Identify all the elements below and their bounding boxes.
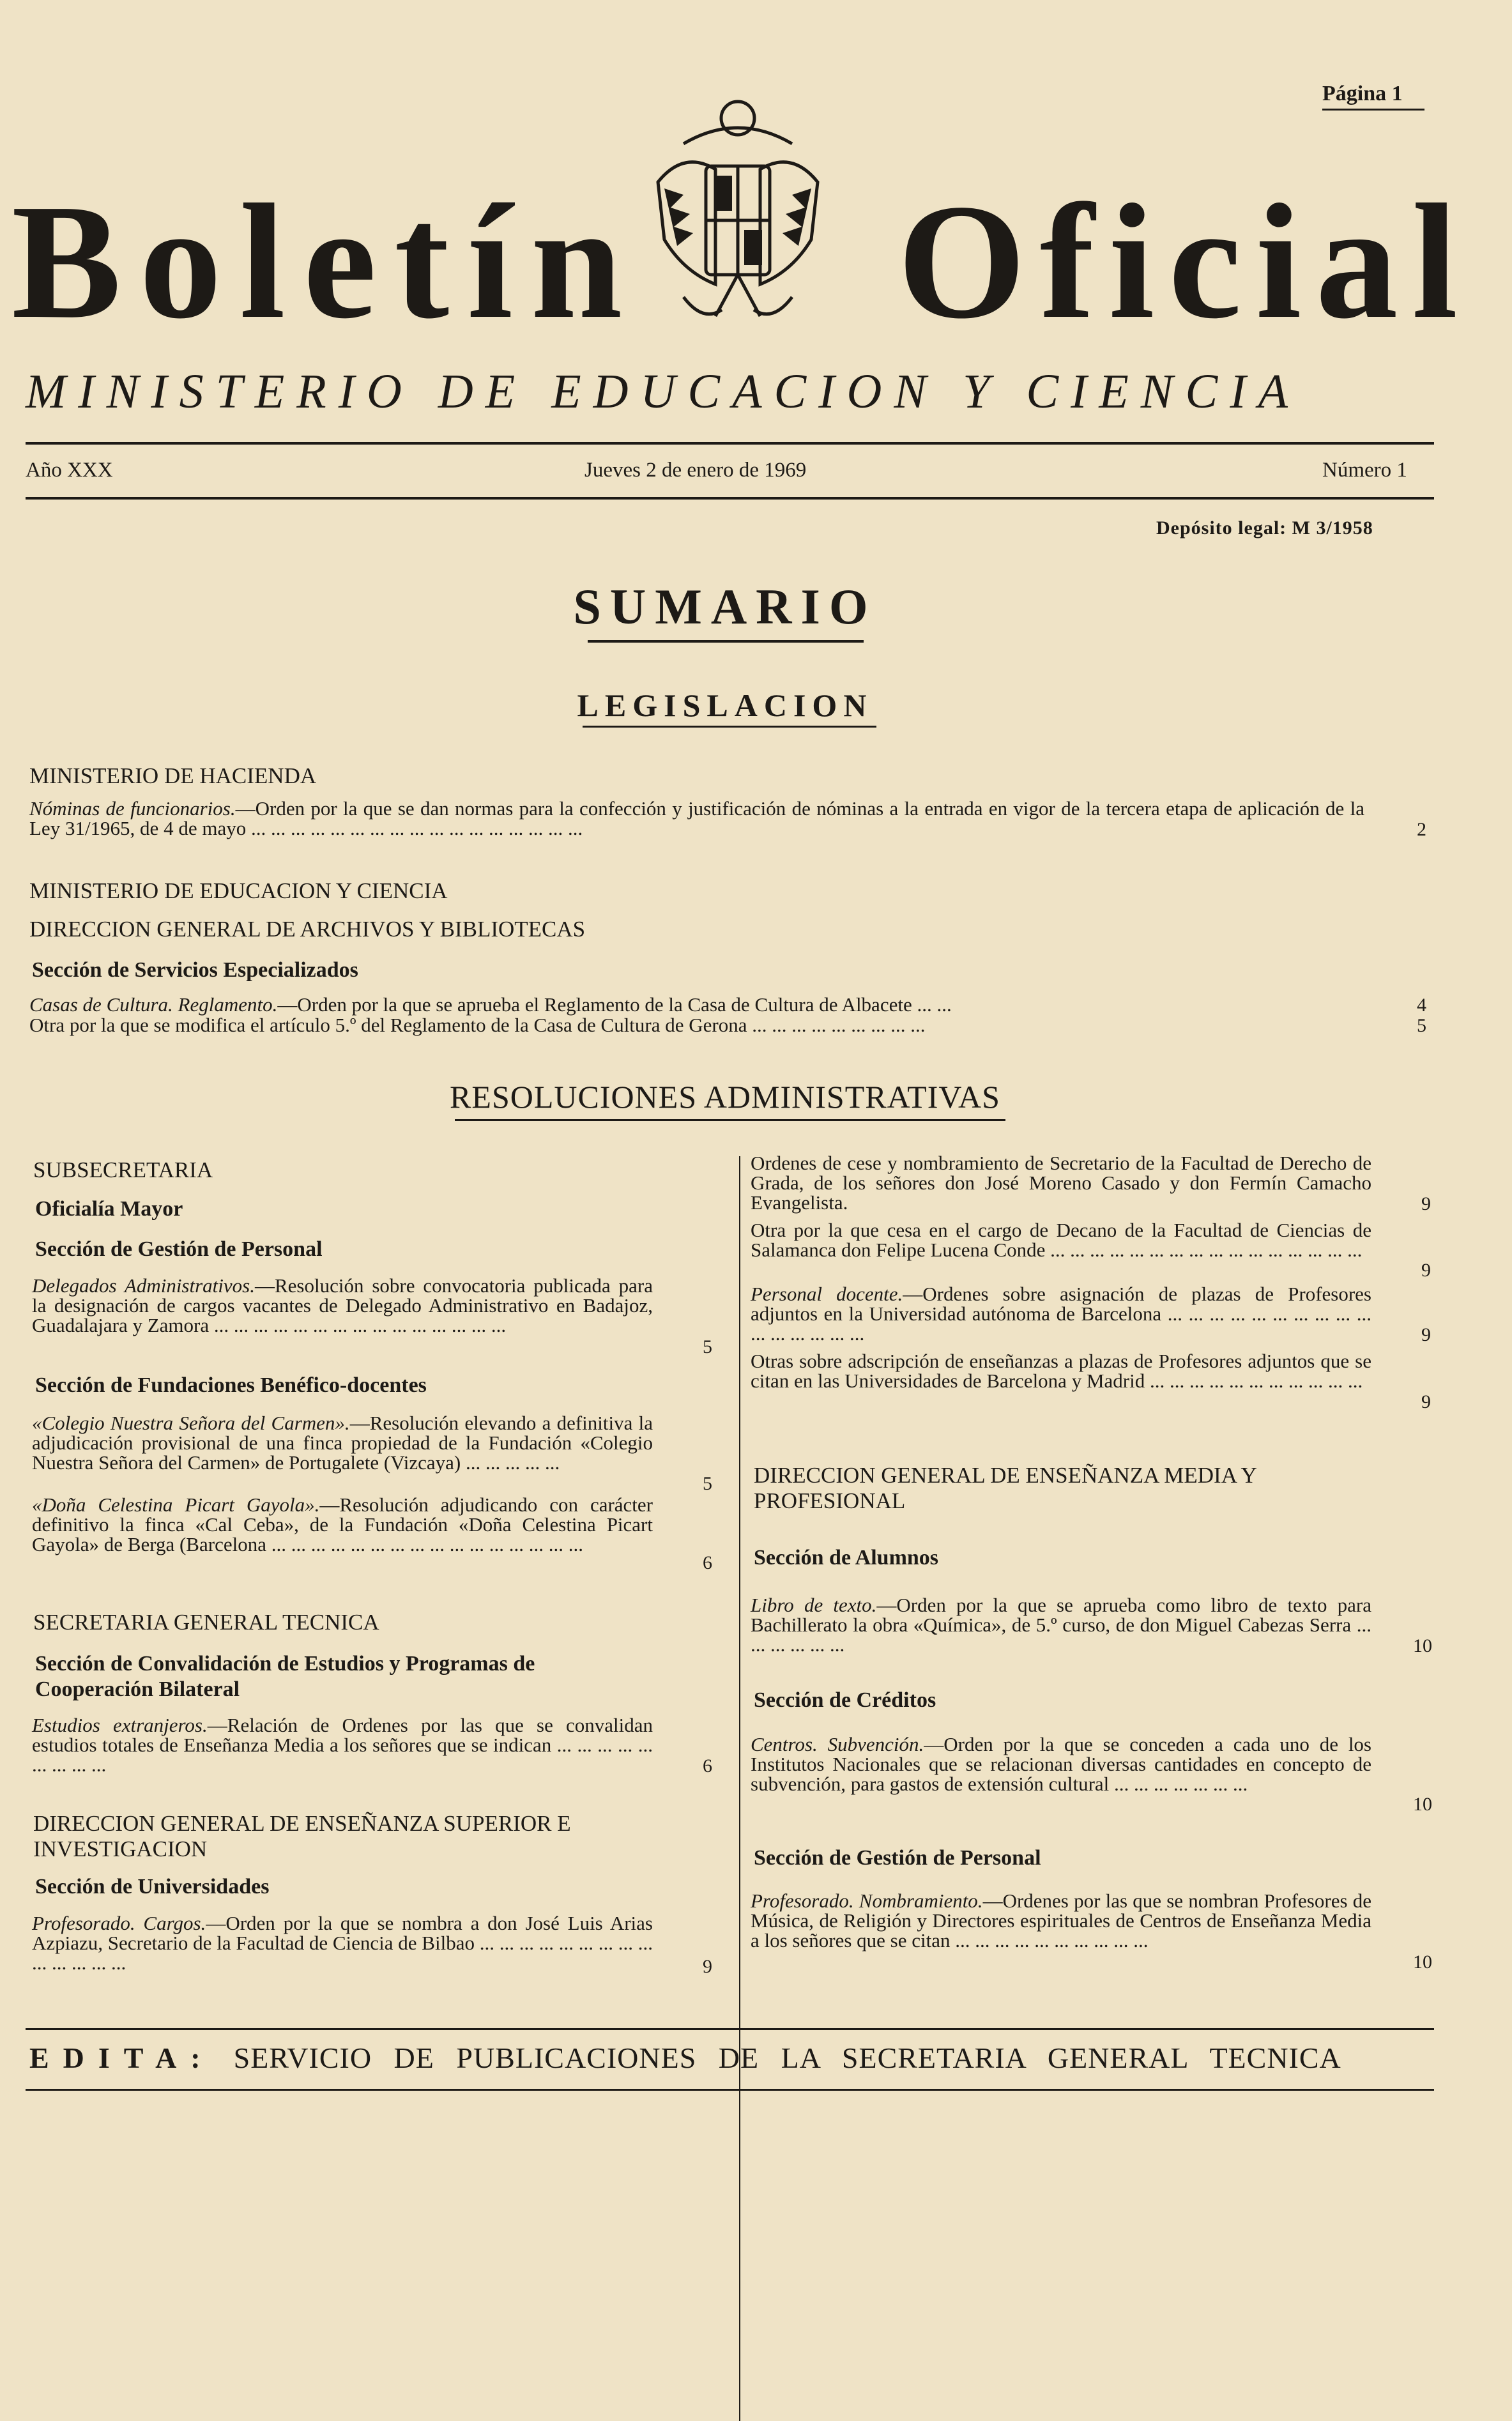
- convalidacion-heading: Sección de Convalidación de Estudios y Programas de Cooperación Bilateral: [35, 1652, 535, 1701]
- entry-text: —Ordenes sobre asignación de plazas de Profesores adjuntos en la Universidad autónoma de Barcelona ... ... ... ... ... ... ... ... ... ... ... ... ... ... ... ...: [751, 1283, 1371, 1345]
- resoluciones-heading: RESOLUCIONES ADMINISTRATIVAS: [450, 1079, 1000, 1115]
- entry-text: —Relación de Ordenes por las que se convalidan estudios totales de Enseñanza Media a los señores que se indican ... ... ... ... ... ... ... ... ...: [32, 1714, 653, 1776]
- entry-title: Estudios extranjeros.: [32, 1714, 208, 1736]
- adscripcion-entry: [751, 1351, 1371, 1391]
- entry-text: —Orden por la que se aprueba como libro de texto para Bachillerato la obra «Química», de 5.º curso, de don Miguel Cabezas Serra ... ... ... ... ... ...: [751, 1594, 1371, 1656]
- page-ref: 10: [1413, 1635, 1432, 1656]
- entry-title: Personal docente.: [751, 1283, 903, 1305]
- entry-text: Otra por la que se modifica el artículo 5.º del Reglamento de la Casa de Cultura de Gerona ... ... ... ... ... ... ... ... ...: [29, 1014, 926, 1036]
- entry-title: Profesorado. Cargos.: [32, 1912, 206, 1934]
- entry-text: —Orden por la que se dan normas para la confección y justificación de nóminas a la entrada en vigor de la tercera etapa de aplicación de la Ley 31/1965, de 4 de mayo ... ... ... ... ... ... ... ... ... ... ... ... ... ... ... ... ...: [29, 797, 1364, 839]
- libro-texto-entry: [751, 1595, 1371, 1654]
- gestion-personal-heading: Sección de Gestión de Personal: [35, 1237, 323, 1261]
- header-rule-bottom: [26, 497, 1434, 500]
- entry-text: —Resolución adjudicando con carácter definitivo la finca «Cal Ceba», de la Fundación «Doña Celestina Picart Gayola» de Berga (Barcelona ... ... ... ... ... ... ... ... ... ... ... ... ... ... ... ...: [32, 1493, 653, 1555]
- decano-salamanca-entry: [751, 1220, 1371, 1260]
- page-ref: 6: [703, 1755, 712, 1776]
- ministerio-hacienda-heading: MINISTERIO DE HACIENDA: [29, 763, 317, 788]
- ordenes-cese-entry: [751, 1153, 1371, 1212]
- entry-text: —Orden por la que se conceden a cada uno de los Institutos Nacionales que se relacionan diversas cantidades en concepto de subvención, para gastos de extensión cultural ... ... ... ... ... ... ...: [751, 1733, 1371, 1795]
- page-ref: 9: [1421, 1193, 1431, 1214]
- entry-title: Delegados Administrativos.: [32, 1274, 255, 1297]
- page-label-underline: [1322, 109, 1424, 111]
- oficialia-mayor-heading: Oficialía Mayor: [35, 1197, 183, 1221]
- entry-title: Casas de Cultura. Reglamento.: [29, 993, 278, 1016]
- legislacion-heading: LEGISLACION: [577, 687, 873, 723]
- profesorado-cargos-entry: [32, 1913, 653, 1973]
- creditos-heading: Sección de Créditos: [754, 1688, 936, 1712]
- entry-title: Libro de texto.: [751, 1594, 877, 1616]
- page-ref: 4: [1417, 995, 1426, 1016]
- fundaciones-heading: Sección de Fundaciones Benéfico-docentes: [35, 1373, 427, 1397]
- publisher-name: SERVICIO DE PUBLICACIONES DE LA SECRETARIA GENERAL TECNICA: [233, 2042, 1341, 2074]
- entry-title: Centros. Subvención.: [751, 1733, 924, 1755]
- page-ref: 5: [703, 1336, 712, 1357]
- page-ref: 5: [703, 1473, 712, 1494]
- entry-title: Nóminas de funcionarios.: [29, 797, 236, 820]
- universidades-heading: Sección de Universidades: [35, 1875, 270, 1898]
- page-ref: 9: [703, 1956, 712, 1977]
- deposit-legal: Depósito legal: M 3/1958: [1156, 517, 1373, 538]
- personal-docente-entry: [751, 1284, 1371, 1343]
- entry-title: «Colegio Nuestra Señora del Carmen».: [32, 1412, 350, 1434]
- entry-text: —Resolución elevando a definitiva la adjudicación provisional de una finca propiedad de la Fundación «Colegio Nuestra Señora del Carmen» de Portugalete (Vizcaya) ... ... ... ... ...: [32, 1412, 653, 1474]
- dg-media-heading: DIRECCION GENERAL DE ENSEÑANZA MEDIA Y PROFESIONAL: [754, 1463, 1256, 1513]
- alumnos-heading: Sección de Alumnos: [754, 1546, 939, 1569]
- page-ref: 9: [1421, 1391, 1431, 1412]
- legislacion-underline: [583, 726, 876, 728]
- year-label: Año XXX: [26, 459, 113, 482]
- entry-text: —Resolución sobre convocatoria publicada para la designación de cargos vacantes de Delegado Administrativo en Badajoz, Guadalajara y Zamora ... ... ... ... ... ... ... ... ... ... ... ... ... ... ...: [32, 1274, 653, 1336]
- centros-subvencion-entry: [751, 1734, 1371, 1794]
- entry-text: Ordenes de cese y nombramiento de Secretario de la Facultad de Derecho de Grada, de los señores don José Moreno Casado y don Fermín Camacho Evangelista.: [751, 1152, 1371, 1214]
- dg-archivos-heading: DIRECCION GENERAL DE ARCHIVOS Y BIBLIOTECAS: [29, 917, 586, 942]
- subsecretaria-heading: SUBSECRETARIA: [33, 1157, 213, 1182]
- hacienda-entry: [29, 798, 1364, 838]
- delegados-entry: [32, 1276, 653, 1335]
- date-label: Jueves 2 de enero de 1969: [584, 459, 807, 482]
- servicios-especializados-heading: Sección de Servicios Especializados: [32, 958, 358, 982]
- page-ref: 10: [1413, 1951, 1432, 1973]
- celestina-picart-entry: [32, 1495, 653, 1554]
- secretaria-general-heading: SECRETARIA GENERAL TECNICA: [33, 1610, 379, 1635]
- sumario-underline: [588, 640, 864, 643]
- publisher-line: [29, 2041, 1435, 2075]
- footer-rule-top: [26, 2028, 1434, 2030]
- dg-superior-heading: DIRECCION GENERAL DE ENSEÑANZA SUPERIOR E INVESTIGACION: [33, 1811, 571, 1861]
- footer-rule-bottom: [26, 2089, 1434, 2091]
- entry-text: —Orden por la que se aprueba el Reglamento de la Casa de Cultura de Albacete ... ...: [277, 993, 952, 1016]
- colegio-carmen-entry: [32, 1413, 653, 1472]
- gestion-personal-2-heading: Sección de Gestión de Personal: [754, 1846, 1041, 1870]
- ministerio-educacion-heading: MINISTERIO DE EDUCACION Y CIENCIA: [29, 878, 448, 903]
- coat-of-arms-eagle-icon: [645, 93, 830, 342]
- entry-title: «Doña Celestina Picart Gayola».: [32, 1493, 320, 1516]
- estudios-extranjeros-entry: [32, 1715, 653, 1775]
- page-ref: 5: [1417, 1015, 1426, 1036]
- title-left: Boletín: [11, 170, 641, 353]
- entry-text: —Ordenes por las que se nombran Profesores de Música, de Religión y Directores espirituales de Centros de Enseñanza Media a los señores que se citan ... ... ... ... ... ... ... ... ... ...: [751, 1890, 1371, 1951]
- page-ref: 2: [1417, 819, 1426, 840]
- ministry-name: MINISTERIO DE EDUCACION Y CIENCIA: [26, 365, 1300, 418]
- casas-cultura-entry-2: [29, 1015, 1364, 1035]
- page-ref: 9: [1421, 1324, 1431, 1345]
- sumario-heading: SUMARIO: [573, 579, 877, 634]
- page-label: Página 1: [1322, 82, 1403, 105]
- page-ref: 9: [1421, 1260, 1431, 1281]
- title-right: Oficial: [897, 170, 1472, 353]
- header-rule-top: [26, 442, 1434, 445]
- edita-label: EDITA:: [29, 2042, 215, 2074]
- page-ref: 10: [1413, 1794, 1432, 1815]
- entry-text: Otra por la que cesa en el cargo de Decano de la Facultad de Ciencias de Salamanca don Felipe Lucena Conde ... ... ... ... ... ... ... ... ... ... ... ... ... ... ... ...: [751, 1219, 1371, 1261]
- page-ref: 6: [703, 1552, 712, 1573]
- issue-number: Número 1: [1322, 459, 1407, 482]
- casas-cultura-entry-1: [29, 995, 1364, 1014]
- entry-text: Otras sobre adscripción de enseñanzas a plazas de Profesores adjuntos que se citan en las Universidades de Barcelona y Madrid ... ... ... ... ... ... ... ... ... ... ...: [751, 1350, 1371, 1392]
- profesorado-nombramiento-entry: [751, 1891, 1371, 1950]
- column-divider: [739, 1156, 740, 2421]
- resoluciones-underline: [455, 1119, 1005, 1121]
- entry-text: —Orden por la que se nombra a don José Luis Arias Azpiazu, Secretario de la Facultad de Ciencia de Bilbao ... ... ... ... ... ... ... ... ... ... ... ... ... ...: [32, 1912, 653, 1974]
- entry-title: Profesorado. Nombramiento.: [751, 1890, 983, 1912]
